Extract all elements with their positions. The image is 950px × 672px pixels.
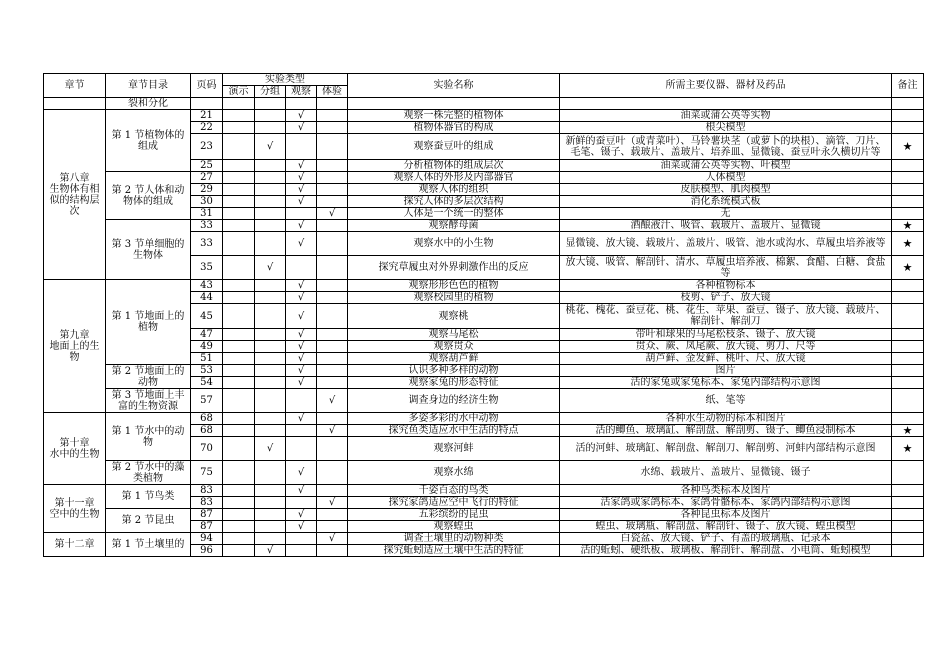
note-cell	[892, 184, 924, 196]
section-cell: 第 3 节单细胞的生物体	[106, 220, 191, 280]
type-cell	[255, 280, 286, 292]
type-cell	[286, 533, 317, 545]
type-cell	[286, 208, 317, 220]
experiment-name-cell: 观察马尾松	[348, 329, 560, 341]
type-cell	[223, 389, 255, 413]
experiment-name-cell: 探究草履虫对外界刺激作出的反应	[348, 256, 560, 280]
type-cell	[317, 184, 348, 196]
header-chapter: 章节	[44, 74, 106, 98]
section-cell: 第 1 节土壤里的	[106, 533, 191, 557]
page-cell: 33	[191, 232, 223, 256]
header-page: 页码	[191, 74, 223, 98]
equipment-cell: 无	[560, 208, 892, 220]
star-icon: ★	[892, 232, 924, 256]
check-mark: √	[286, 292, 317, 304]
note-cell	[892, 353, 924, 365]
type-cell	[317, 461, 348, 485]
table-row	[44, 365, 924, 377]
chapter-cell: 第十二章	[44, 533, 106, 557]
page-cell: 68	[191, 425, 223, 437]
experiment-name-cell: 人体是一个统一的整体	[348, 208, 560, 220]
note-cell	[892, 160, 924, 172]
page-cell: 31	[191, 208, 223, 220]
page-cell: 51	[191, 353, 223, 365]
section-cell: 第 2 节水中的藻类植物	[106, 461, 191, 485]
page-cell: 75	[191, 461, 223, 485]
experiment-name-cell: 观察人体的外形及内部器官	[348, 172, 560, 184]
type-cell	[255, 497, 286, 509]
check-mark: √	[286, 304, 317, 329]
page-cell: 29	[191, 184, 223, 196]
page-cell: 45	[191, 304, 223, 329]
star-icon: ★	[892, 134, 924, 160]
page-cell: 87	[191, 509, 223, 521]
equipment-cell: 各种鸟类标本及图片	[560, 485, 892, 497]
experiment-name-cell: 观察水中的小生物	[348, 232, 560, 256]
page-cell: 53	[191, 365, 223, 377]
empty-cell	[892, 98, 924, 110]
empty-cell	[255, 98, 286, 110]
type-cell	[223, 329, 255, 341]
type-cell	[223, 509, 255, 521]
type-cell	[317, 365, 348, 377]
experiment-name-cell: 观察人体的组织	[348, 184, 560, 196]
type-cell	[255, 461, 286, 485]
type-cell	[317, 437, 348, 461]
check-mark: √	[286, 160, 317, 172]
equipment-cell: 图片	[560, 365, 892, 377]
page-cell: 83	[191, 497, 223, 509]
table-row	[44, 485, 924, 497]
equipment-cell: 活的蚯蚓、硬纸板、玻璃板、解剖针、解剖盘、小电筒、蚯蚓模型	[560, 545, 892, 557]
equipment-cell: 活的河蚌、玻璃缸、解剖盘、解剖刀、解剖剪、河蚌内部结构示意图	[560, 437, 892, 461]
empty-cell	[317, 98, 348, 110]
experiment-name-cell: 多姿多彩的水中动物	[348, 413, 560, 425]
page-cell: 43	[191, 280, 223, 292]
equipment-cell: 油菜或蒲公英等实物	[560, 110, 892, 122]
table-row	[44, 389, 924, 413]
section-cell: 第 1 节鸟类	[106, 485, 191, 509]
section-cell: 第 2 节人体和动物体的组成	[106, 172, 191, 220]
check-mark: √	[286, 184, 317, 196]
experiment-name-cell: 认识多种多样的动物	[348, 365, 560, 377]
equipment-cell: 纸、笔等	[560, 389, 892, 413]
type-cell	[317, 341, 348, 353]
experiment-name-cell: 千姿百态的鸟类	[348, 485, 560, 497]
type-cell	[317, 256, 348, 280]
type-cell	[223, 220, 255, 232]
empty-cell	[348, 98, 560, 110]
check-mark: √	[286, 521, 317, 533]
type-cell	[255, 509, 286, 521]
experiment-name-cell: 探究鱼类适应水中生活的特点	[348, 425, 560, 437]
type-cell	[255, 425, 286, 437]
type-cell	[255, 196, 286, 208]
type-cell	[255, 365, 286, 377]
note-cell	[892, 329, 924, 341]
type-cell	[255, 122, 286, 134]
type-cell	[223, 184, 255, 196]
type-cell	[317, 304, 348, 329]
experiment-name-cell: 五彩缤纷的昆虫	[348, 509, 560, 521]
note-cell	[892, 377, 924, 389]
type-cell	[255, 389, 286, 413]
header-note: 备注	[892, 74, 924, 98]
type-cell	[223, 122, 255, 134]
equipment-cell: 油菜或蒲公英等实物、叶模型	[560, 160, 892, 172]
page-cell: 83	[191, 485, 223, 497]
type-cell	[255, 329, 286, 341]
note-cell	[892, 521, 924, 533]
check-mark: √	[286, 461, 317, 485]
type-cell	[317, 220, 348, 232]
equipment-cell: 新鲜的蚕豆叶（或青菜叶）、马铃薯块茎（或萝卜的块根）、滴管、刀片、毛笔、镊子、载玻片、盖玻片、培养皿、显微镜、蚕豆叶永久横切片等	[560, 134, 892, 160]
experiment-name-cell: 观察河蚌	[348, 437, 560, 461]
note-cell	[892, 461, 924, 485]
check-mark: √	[255, 134, 286, 160]
type-cell	[255, 160, 286, 172]
table-row	[44, 509, 924, 521]
star-icon: ★	[892, 256, 924, 280]
type-cell	[223, 341, 255, 353]
page-cell: 94	[191, 533, 223, 545]
type-cell	[223, 256, 255, 280]
type-cell	[223, 545, 255, 557]
chapter-cell: 第八章 生物体有相似的结构层次	[44, 110, 106, 280]
type-cell	[317, 353, 348, 365]
type-cell	[317, 160, 348, 172]
type-cell	[255, 110, 286, 122]
section-cell: 第 2 节昆虫	[106, 509, 191, 533]
table-row	[44, 98, 924, 110]
check-mark: √	[286, 122, 317, 134]
experiment-name-cell: 观察校园里的植物	[348, 292, 560, 304]
type-cell	[255, 413, 286, 425]
check-mark: √	[286, 220, 317, 232]
page-cell: 33	[191, 220, 223, 232]
type-cell	[255, 304, 286, 329]
type-cell	[223, 196, 255, 208]
equipment-cell: 消化系统模式板	[560, 196, 892, 208]
type-cell	[223, 110, 255, 122]
table-row	[44, 413, 924, 425]
type-cell	[317, 377, 348, 389]
type-cell	[317, 122, 348, 134]
note-cell	[892, 110, 924, 122]
equipment-cell: 酒酿液汁、吸管、载玻片、盖玻片、显微镜	[560, 220, 892, 232]
check-mark: √	[317, 497, 348, 509]
chapter-cell: 第十章 水中的生物	[44, 413, 106, 485]
experiment-table	[43, 73, 924, 557]
note-cell	[892, 545, 924, 557]
type-cell	[223, 425, 255, 437]
note-cell	[892, 208, 924, 220]
note-cell	[892, 196, 924, 208]
equipment-cell: 活家鸽或家鸽标本、家鸽骨骼标本、家鸽内部结构示意图	[560, 497, 892, 509]
check-mark: √	[286, 413, 317, 425]
check-mark: √	[286, 329, 317, 341]
type-cell	[317, 172, 348, 184]
check-mark: √	[286, 196, 317, 208]
type-cell	[317, 292, 348, 304]
page-cell: 54	[191, 377, 223, 389]
type-cell	[317, 134, 348, 160]
experiment-name-cell: 探究蚯蚓适应土壤中生活的特征	[348, 545, 560, 557]
equipment-cell: 各种植物标本	[560, 280, 892, 292]
experiment-name-cell: 观察桃	[348, 304, 560, 329]
check-mark: √	[255, 545, 286, 557]
type-cell	[223, 353, 255, 365]
empty-cell	[191, 98, 223, 110]
page-cell: 96	[191, 545, 223, 557]
type-cell	[223, 365, 255, 377]
page-cell: 22	[191, 122, 223, 134]
page-cell: 70	[191, 437, 223, 461]
type-cell	[317, 110, 348, 122]
experiment-name-cell: 观察水绵	[348, 461, 560, 485]
note-cell	[892, 509, 924, 521]
type-cell	[223, 437, 255, 461]
note-cell	[892, 389, 924, 413]
type-cell	[317, 196, 348, 208]
type-cell	[255, 292, 286, 304]
type-cell	[223, 413, 255, 425]
equipment-cell: 各种昆虫标本及图片	[560, 509, 892, 521]
type-cell	[255, 232, 286, 256]
check-mark: √	[317, 389, 348, 413]
type-cell	[317, 232, 348, 256]
type-cell	[223, 208, 255, 220]
section-cell: 第 2 节地面上的动物	[106, 365, 191, 389]
page-cell: 21	[191, 110, 223, 122]
type-cell	[286, 545, 317, 557]
page-cell: 30	[191, 196, 223, 208]
experiment-name-cell: 观察葫芦藓	[348, 353, 560, 365]
type-cell	[317, 521, 348, 533]
check-mark: √	[286, 341, 317, 353]
equipment-cell: 葫芦藓、金发藓、桃叶、尺、放大镜	[560, 353, 892, 365]
type-cell	[317, 413, 348, 425]
note-cell	[892, 413, 924, 425]
type-cell	[223, 292, 255, 304]
type-cell	[223, 160, 255, 172]
note-cell	[892, 292, 924, 304]
type-cell	[255, 172, 286, 184]
type-cell	[286, 425, 317, 437]
check-mark: √	[286, 353, 317, 365]
chapter-cell: 第十一章 空中的生物	[44, 485, 106, 533]
experiment-name-cell: 观察贯众	[348, 341, 560, 353]
header-experiment-name: 实验名称	[348, 74, 560, 98]
page-cell: 47	[191, 329, 223, 341]
page-cell: 44	[191, 292, 223, 304]
type-cell	[286, 497, 317, 509]
type-cell	[317, 509, 348, 521]
star-icon: ★	[892, 425, 924, 437]
page-cell: 35	[191, 256, 223, 280]
experiment-name-cell: 探究人体的多层次结构	[348, 196, 560, 208]
type-cell	[255, 184, 286, 196]
equipment-cell: 蝗虫、玻璃瓶、解剖盘、解剖针、镊子、放大镜、蝗虫模型	[560, 521, 892, 533]
type-cell	[286, 256, 317, 280]
type-cell	[286, 134, 317, 160]
experiment-name-cell: 植物体器官的构成	[348, 122, 560, 134]
equipment-cell: 桃花、槐花、蚕豆花、桃、花生、苹果、蚕豆、镊子、放大镜、载玻片、解剖针、解剖刀	[560, 304, 892, 329]
chapter-cell: 第九章 地面上的生物	[44, 280, 106, 413]
type-cell	[223, 377, 255, 389]
check-mark: √	[286, 485, 317, 497]
type-cell	[255, 341, 286, 353]
type-cell	[255, 377, 286, 389]
type-cell	[286, 389, 317, 413]
star-icon: ★	[892, 437, 924, 461]
empty-cell	[560, 98, 892, 110]
check-mark: √	[286, 172, 317, 184]
chapter-cell	[44, 98, 106, 110]
type-cell	[223, 485, 255, 497]
equipment-cell: 枝剪、铲子、放大镜	[560, 292, 892, 304]
experiment-name-cell: 分析植物体的组成层次	[348, 160, 560, 172]
type-cell	[223, 521, 255, 533]
table-row	[44, 533, 924, 545]
page-cell: 25	[191, 160, 223, 172]
header-experiment-type: 实验类型	[223, 74, 348, 86]
equipment-cell: 白瓷盆、放大镜、铲子、有盖的玻璃瓶、记录本	[560, 533, 892, 545]
empty-cell	[223, 98, 255, 110]
type-cell	[223, 134, 255, 160]
header-section-directory: 章节目录	[106, 74, 191, 98]
type-cell	[317, 329, 348, 341]
check-mark: √	[286, 280, 317, 292]
note-cell	[892, 172, 924, 184]
header-type-experience: 体验	[317, 86, 348, 98]
note-cell	[892, 533, 924, 545]
header-type-demo: 演示	[223, 86, 255, 98]
note-cell	[892, 304, 924, 329]
type-cell	[223, 280, 255, 292]
check-mark: √	[255, 256, 286, 280]
note-cell	[892, 122, 924, 134]
type-cell	[255, 533, 286, 545]
section-cell: 裂和分化	[106, 98, 191, 110]
experiment-name-cell: 调查土壤里的动物种类	[348, 533, 560, 545]
check-mark: √	[286, 232, 317, 256]
type-cell	[223, 232, 255, 256]
page-cell: 27	[191, 172, 223, 184]
experiment-name-cell: 观察蝗虫	[348, 521, 560, 533]
experiment-name-cell: 观察一株完整的植物体	[348, 110, 560, 122]
equipment-cell: 根尖模型	[560, 122, 892, 134]
equipment-cell: 显微镜、放大镜、载玻片、盖玻片、吸管、池水或沟水、草履虫培养液等	[560, 232, 892, 256]
page-cell: 49	[191, 341, 223, 353]
section-cell: 第 3 节地面上丰富的生物资源	[106, 389, 191, 413]
table-row	[44, 220, 924, 232]
equipment-cell: 皮肤模型、肌肉模型	[560, 184, 892, 196]
star-icon: ★	[892, 220, 924, 232]
equipment-cell: 放大镜、吸管、解剖针、清水、草履虫培养液、棉絮、食醋、白糖、食盐等	[560, 256, 892, 280]
check-mark: √	[255, 437, 286, 461]
equipment-cell: 带叶和球果的马尾松枝条、镊子、放大镜	[560, 329, 892, 341]
type-cell	[255, 208, 286, 220]
equipment-cell: 各种水生动物的标本和图片	[560, 413, 892, 425]
type-cell	[223, 304, 255, 329]
table-row	[44, 172, 924, 184]
note-cell	[892, 497, 924, 509]
header-type-group: 分组	[255, 86, 286, 98]
header-equipment: 所需主要仪器、器材及药品	[560, 74, 892, 98]
check-mark: √	[317, 425, 348, 437]
type-cell	[223, 533, 255, 545]
note-cell	[892, 341, 924, 353]
check-mark: √	[317, 533, 348, 545]
experiment-name-cell: 观察形形色色的植物	[348, 280, 560, 292]
type-cell	[255, 521, 286, 533]
type-cell	[317, 485, 348, 497]
page-cell: 23	[191, 134, 223, 160]
type-cell	[255, 220, 286, 232]
type-cell	[223, 461, 255, 485]
section-cell: 第 1 节植物体的组成	[106, 110, 191, 172]
equipment-cell: 活的鲫鱼、玻璃缸、解剖盘、解剖剪、镊子、鲫鱼浸制标本	[560, 425, 892, 437]
note-cell	[892, 365, 924, 377]
empty-cell	[286, 98, 317, 110]
experiment-name-cell: 探究家鸽适应空中飞行的特征	[348, 497, 560, 509]
type-cell	[255, 485, 286, 497]
note-cell	[892, 485, 924, 497]
equipment-cell: 人体模型	[560, 172, 892, 184]
type-cell	[317, 545, 348, 557]
page-cell: 87	[191, 521, 223, 533]
page-cell: 57	[191, 389, 223, 413]
type-cell	[223, 497, 255, 509]
type-cell	[317, 280, 348, 292]
type-cell	[255, 353, 286, 365]
page-cell: 68	[191, 413, 223, 425]
type-cell	[286, 437, 317, 461]
note-cell	[892, 280, 924, 292]
check-mark: √	[317, 208, 348, 220]
experiment-name-cell: 观察家兔的形态特征	[348, 377, 560, 389]
check-mark: √	[286, 365, 317, 377]
check-mark: √	[286, 110, 317, 122]
equipment-cell: 活的家兔或家兔标本、家兔内部结构示意图	[560, 377, 892, 389]
equipment-cell: 水绵、载玻片、盖玻片、显微镜、镊子	[560, 461, 892, 485]
experiment-name-cell: 调查身边的经济生物	[348, 389, 560, 413]
table-row	[44, 110, 924, 122]
section-cell: 第 1 节地面上的植物	[106, 280, 191, 365]
experiment-name-cell: 观察酵母菌	[348, 220, 560, 232]
header-type-observe: 观察	[286, 86, 317, 98]
check-mark: √	[286, 377, 317, 389]
type-cell	[223, 172, 255, 184]
table-row	[44, 280, 924, 292]
table-row	[44, 461, 924, 485]
section-cell: 第 1 节水中的动物	[106, 413, 191, 461]
check-mark: √	[286, 509, 317, 521]
equipment-cell: 贯众、蕨、凤尾蕨、放大镜、剪刀、尺等	[560, 341, 892, 353]
experiment-name-cell: 观察蚕豆叶的组成	[348, 134, 560, 160]
